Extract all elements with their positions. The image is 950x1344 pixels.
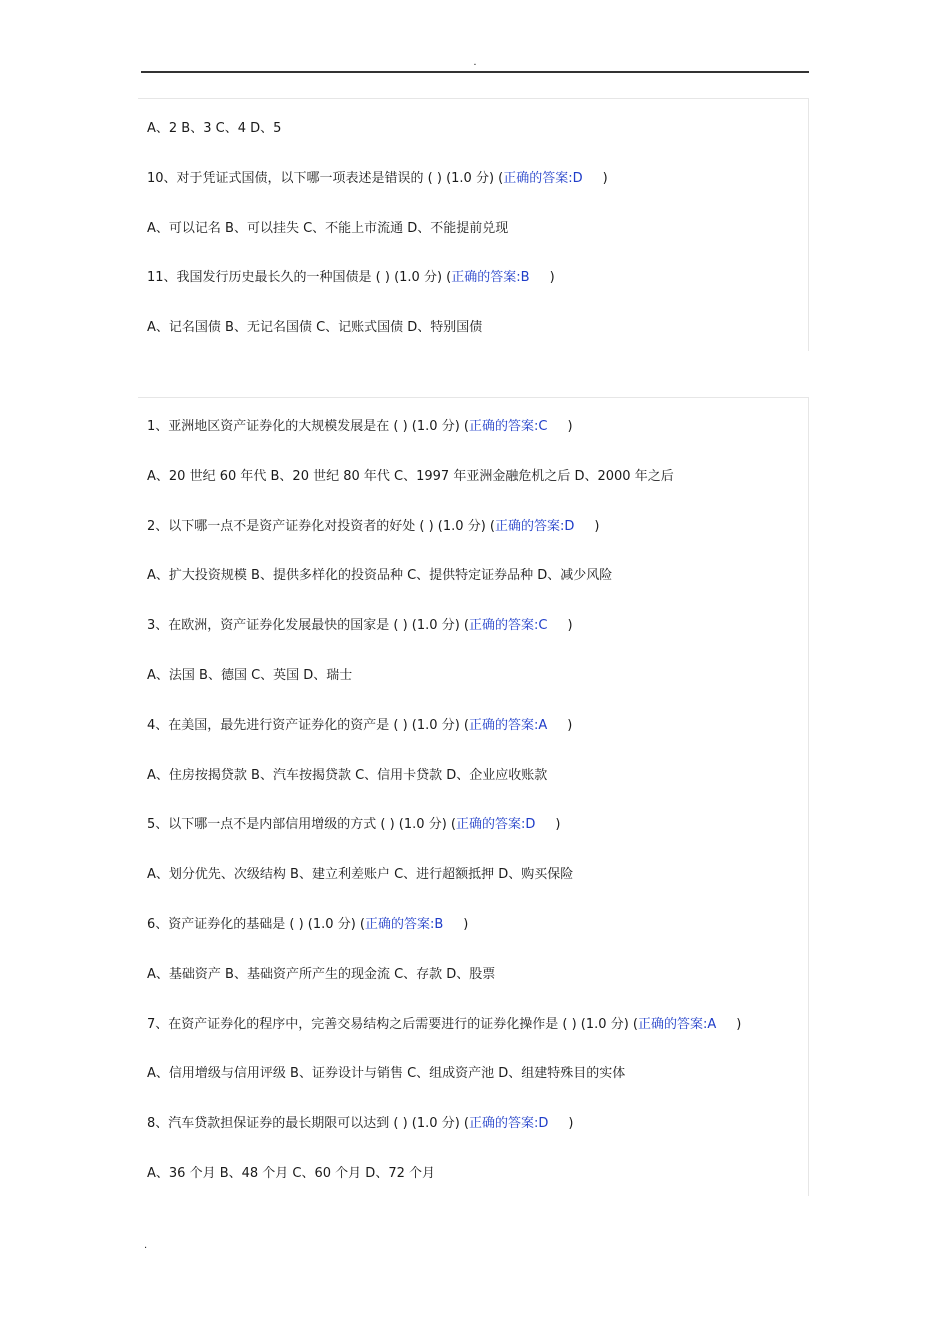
closing-paren: ) bbox=[567, 618, 573, 634]
closing-paren: ) bbox=[602, 170, 608, 186]
question-line bbox=[147, 1017, 741, 1033]
closing-paren: ) bbox=[568, 1116, 574, 1132]
closing-paren: ) bbox=[549, 270, 555, 286]
header-rule bbox=[141, 71, 809, 73]
question-text: 10、对于凭证式国债，以下哪一项表述是错误的 ( ) (1.0 分) ( bbox=[147, 170, 504, 186]
options-line bbox=[147, 967, 495, 983]
correct-answer: 正确的答案:D bbox=[494, 518, 575, 534]
options-line bbox=[147, 568, 612, 584]
options-line bbox=[147, 1166, 435, 1182]
correct-answer: 正确的答案:B bbox=[451, 270, 530, 286]
question-line bbox=[147, 917, 468, 933]
options-line bbox=[147, 121, 281, 137]
question-text: 4、在美国，最先进行资产证券化的资产是 ( ) (1.0 分) ( bbox=[147, 717, 469, 733]
question-line bbox=[147, 618, 573, 634]
question-block-2 bbox=[138, 397, 809, 1196]
closing-paren: ) bbox=[567, 717, 573, 733]
correct-answer: 正确的答案:D bbox=[468, 1116, 549, 1132]
options-line bbox=[147, 867, 573, 883]
question-text: 1、亚洲地区资产证券化的大规模发展是在 ( ) (1.0 分) ( bbox=[147, 419, 469, 434]
options-text: A、20 世纪 60 年代 B、20 世纪 80 年代 C、1997 年亚洲金融危机之后 D、2000 年之后 bbox=[147, 468, 674, 484]
question-block-1 bbox=[138, 98, 809, 351]
question-line bbox=[147, 171, 608, 187]
question-text: 6、资产证券化的基础是 ( ) (1.0 分) ( bbox=[147, 917, 365, 932]
options-text: A、36 个月 B、48 个月 C、60 个月 D、72 个月 bbox=[147, 1166, 435, 1181]
correct-answer: 正确的答案:A bbox=[468, 717, 548, 733]
options-line bbox=[147, 221, 508, 237]
question-text: 11、我国发行历史最长久的一种国债是 ( ) (1.0 分) ( bbox=[147, 270, 452, 286]
question-line bbox=[147, 519, 599, 535]
options-text: A、基础资产 B、基础资产所产生的现金流 C、存款 D、股票 bbox=[147, 966, 496, 982]
question-text: 5、以下哪一点不是内部信用增级的方式 ( ) (1.0 分) ( bbox=[147, 817, 456, 833]
options-line bbox=[147, 1066, 625, 1082]
options-text: A、2 B、3 C、4 D、5 bbox=[147, 121, 282, 136]
correct-answer: 正确的答案:D bbox=[503, 170, 583, 186]
question-line bbox=[147, 1116, 573, 1132]
options-text: A、记名国债 B、无记名国债 C、记账式国债 D、特别国债 bbox=[147, 320, 483, 336]
question-line bbox=[147, 270, 555, 286]
correct-answer: 正确的答案:C bbox=[468, 618, 548, 634]
options-text: A、住房按揭贷款 B、汽车按揭贷款 C、信用卡贷款 D、企业应收账款 bbox=[147, 767, 548, 783]
question-line bbox=[147, 718, 572, 734]
question-line bbox=[147, 419, 573, 435]
closing-paren: ) bbox=[736, 1016, 742, 1032]
question-text: 3、在欧洲，资产证券化发展最快的国家是 ( ) (1.0 分) ( bbox=[147, 618, 469, 634]
options-text: A、法国 B、德国 C、英国 D、瑞士 bbox=[147, 668, 353, 683]
question-line bbox=[147, 817, 560, 833]
correct-answer: 正确的答案:B bbox=[364, 917, 444, 932]
correct-answer: 正确的答案:A bbox=[637, 1016, 717, 1032]
options-line bbox=[147, 469, 674, 485]
options-text: A、可以记名 B、可以挂失 C、不能上市流通 D、不能提前兑现 bbox=[147, 220, 509, 236]
correct-answer: 正确的答案:D bbox=[455, 817, 536, 833]
question-text: 8、汽车贷款担保证券的最长期限可以达到 ( ) (1.0 分) ( bbox=[147, 1116, 469, 1132]
footer-mark: . bbox=[144, 1240, 148, 1251]
header-mark: . bbox=[473, 57, 477, 68]
question-text: 2、以下哪一点不是资产证券化对投资者的好处 ( ) (1.0 分) ( bbox=[147, 518, 495, 534]
options-line bbox=[147, 668, 352, 684]
closing-paren: ) bbox=[555, 817, 561, 833]
question-text: 7、在资产证券化的程序中，完善交易结构之后需要进行的证券化操作是 ( ) (1.0 分) ( bbox=[147, 1016, 638, 1032]
correct-answer: 正确的答案:C bbox=[468, 419, 548, 434]
options-text: A、划分优先、次级结构 B、建立利差账户 C、进行超额抵押 D、购买保险 bbox=[147, 867, 574, 883]
options-line bbox=[147, 320, 482, 336]
options-text: A、扩大投资规模 B、提供多样化的投资品种 C、提供特定证券品种 D、减少风险 bbox=[147, 568, 613, 584]
closing-paren: ) bbox=[463, 917, 469, 932]
options-text: A、信用增级与信用评级 B、证券设计与销售 C、组成资产池 D、组建特殊目的实体 bbox=[147, 1066, 626, 1082]
options-line bbox=[147, 768, 547, 784]
closing-paren: ) bbox=[594, 518, 600, 534]
closing-paren: ) bbox=[567, 419, 573, 434]
